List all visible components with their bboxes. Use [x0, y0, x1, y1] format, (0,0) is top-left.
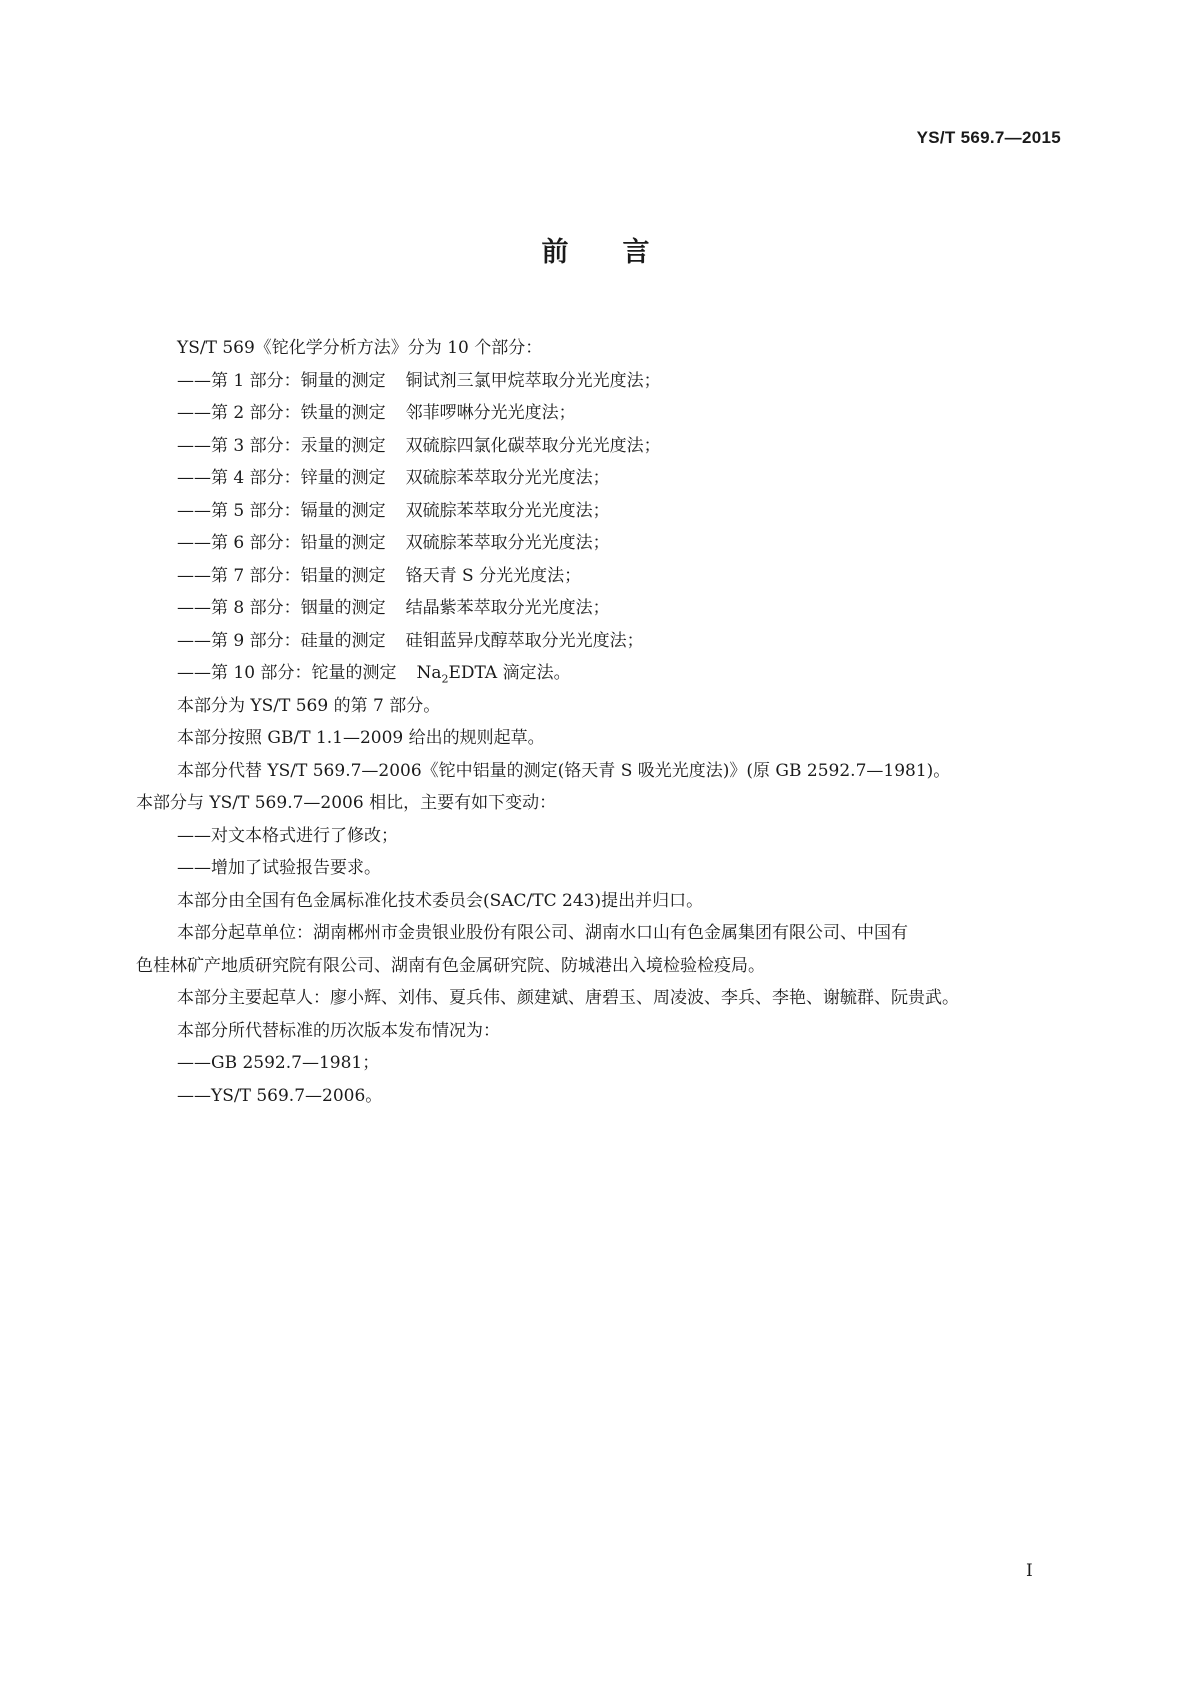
- history-item: ——YS/T 569.7—2006。: [177, 1085, 383, 1106]
- part-item: [136, 657, 1058, 690]
- drafters-paragraph: 本部分主要起草人：廖小辉、刘伟、夏兵伟、颜建斌、唐碧玉、周凌波、李兵、李艳、谢毓群、阮贵武。: [177, 988, 959, 1008]
- part-method: 硅钼蓝异戊醇萃取分光光度法；: [405, 630, 644, 651]
- part-method: 双硫腙苯萃取分光光度法；: [405, 468, 610, 488]
- replaces-paragraph-continued: 本部分与 YS/T 569.7—2006 相比，主要有如下变动：: [136, 793, 557, 813]
- foreword-body: [136, 332, 1058, 1112]
- proposer-paragraph: 本部分由全国有色金属标准化技术委员会(SAC/TC 243)提出并归口。: [177, 890, 704, 911]
- part-method: 双硫腙四氯化碳萃取分光光度法；: [405, 435, 661, 456]
- part-method: 双硫腙苯萃取分光光度法；: [405, 500, 610, 521]
- part-item: [136, 625, 1058, 658]
- part-prefix: ——第 6 部分：铅量的测定: [177, 533, 386, 553]
- part-method: 铜试剂三氯甲烷萃取分光光度法；: [405, 370, 661, 391]
- part-prefix: ——第 10 部分：铊量的测定: [177, 663, 397, 683]
- part-method: $Na_2EDTA$ 滴定法。: [416, 663, 571, 686]
- part-item: [136, 462, 1058, 495]
- this-part-paragraph: 本部分为 YS/T 569 的第 7 部分。: [177, 695, 441, 716]
- part-prefix: ——第 3 部分：汞量的测定: [177, 435, 386, 456]
- part-method: 邻菲啰啉分光光度法；: [405, 403, 576, 423]
- part-item: [136, 527, 1058, 560]
- part-method: 双硫腙苯萃取分光光度法；: [405, 533, 610, 553]
- drafting-units-paragraph-continued: 色桂林矿产地质研究院有限公司、湖南有色金属研究院、防城港出入境检验检疫局。: [136, 955, 765, 976]
- drafting-units-paragraph: 本部分起草单位：湖南郴州市金贵银业股份有限公司、湖南水口山有色金属集团有限公司、中国有: [177, 923, 908, 943]
- change-item: ——增加了试验报告要求。: [177, 858, 381, 878]
- part-method: 铬天青 S 分光光度法；: [405, 565, 582, 586]
- drafting-rules-paragraph: 本部分按照 GB/T 1.1—2009 给出的规则起草。: [177, 728, 545, 748]
- part-item: [136, 397, 1058, 430]
- page-number: I: [1026, 1561, 1033, 1581]
- intro-paragraph: YS/T 569《铊化学分析方法》分为 10 个部分：: [177, 338, 543, 358]
- part-item: [136, 430, 1058, 463]
- part-method: 结晶紫苯萃取分光光度法；: [405, 598, 610, 618]
- part-item: [136, 560, 1058, 593]
- part-prefix: ——第 9 部分：硅量的测定: [177, 630, 386, 651]
- part-item: [136, 592, 1058, 625]
- part-prefix: ——第 1 部分：铜量的测定: [177, 370, 386, 391]
- standard-code: YS/T 569.7—2015: [916, 128, 1061, 147]
- change-item: ——对文本格式进行了修改；: [177, 825, 398, 846]
- history-intro-paragraph: 本部分所代替标准的历次版本发布情况为：: [177, 1020, 500, 1041]
- part-item: [136, 365, 1058, 398]
- part-item: [136, 495, 1058, 528]
- part-prefix: ——第 5 部分：镉量的测定: [177, 500, 386, 521]
- history-item: ——GB 2592.7—1981；: [177, 1053, 380, 1073]
- page-title: 前言: [541, 237, 704, 268]
- part-prefix: ——第 7 部分：铝量的测定: [177, 565, 386, 586]
- part-prefix: ——第 8 部分：铟量的测定: [177, 598, 386, 618]
- part-prefix: ——第 2 部分：铁量的测定: [177, 403, 386, 423]
- part-prefix: ——第 4 部分：锌量的测定: [177, 468, 386, 488]
- replaces-paragraph: 本部分代替 YS/T 569.7—2006《铊中铝量的测定(铬天青 S 吸光光度法)》(原 GB 2592.7—1981)。: [177, 760, 951, 781]
